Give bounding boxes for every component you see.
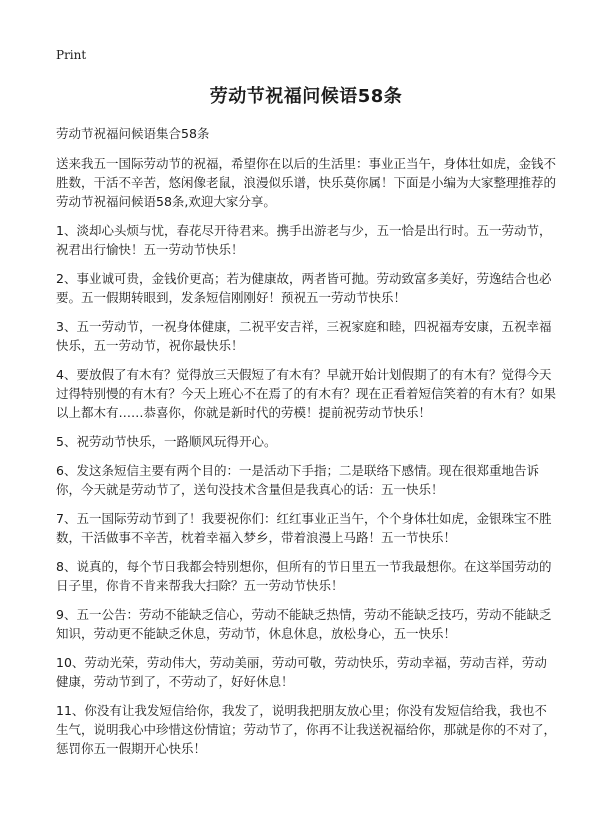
greeting-item-8: 8、说真的，每个节日我都会特别想你，但所有的节日里五一节我最想你。在这举国劳动的日子里，你肯不肯来帮我大扫除？五一劳动节快乐！ (56, 559, 552, 593)
document-subtitle: 劳动节祝福问候语集合58条 (56, 126, 210, 141)
intro-paragraph: 送来我五一国际劳动节的祝福，希望你在以后的生活里：事业正当午，身体壮如虎，金钱不胜数，干活不辛苦，悠闲像老鼠，浪漫似乐谱，快乐莫你属！下面是小编为大家整理推荐的劳动节祝福问候语58条,欢迎大家分享。 (56, 156, 557, 209)
greeting-item-6: 6、发这条短信主要有两个目的：一是活动下手指；二是联络下感情。现在很郑重地告诉你，今天就是劳动节了，送句没技术含量但是我真心的话：五一快乐！ (56, 463, 539, 497)
greeting-item-5: 5、祝劳动节快乐，一路顺风玩得开心。 (56, 434, 277, 449)
greeting-item-1: 1、淡却心头烦与忧，春花尽开待君来。携手出游老与少，五一恰是出行时。五一劳动节，祝君出行愉快！五一劳动节快乐！ (56, 223, 552, 257)
greeting-item-4: 4、要放假了有木有？觉得放三天假短了有木有？早就开始计划假期了的有木有？觉得今天过得特别慢的有木有？今天上班心不在焉了的有木有？现在正看着短信笑着的有木有？如果以上都木有……恭喜你，你就是新时代的劳模！提前祝劳动节快乐！ (56, 367, 557, 420)
greeting-item-3: 3、五一劳动节，一祝身体健康，二祝平安吉祥，三祝家庭和睦，四祝福寿安康，五祝幸福快乐，五一劳动节，祝你最快乐！ (56, 319, 552, 353)
print-link[interactable]: Print (56, 48, 87, 62)
greeting-item-9: 9、五一公告：劳动不能缺乏信心，劳动不能缺乏热情，劳动不能缺乏技巧，劳动不能缺乏知识，劳动更不能缺乏休息，劳动节，休息休息，放松身心，五一快乐！ (56, 607, 552, 641)
document-title: 劳动节祝福问候语58条 (209, 86, 403, 107)
greeting-item-2: 2、事业诚可贵，金钱价更高；若为健康故，两者皆可抛。劳动致富多美好，劳逸结合也必要。五一假期转眼到，发条短信刚刚好！预祝五一劳动节快乐！ (56, 271, 552, 305)
greeting-item-11: 11、你没有让我发短信给你，我发了，说明我把朋友放心里；你没有发短信给我，我也不生气，说明我心中珍惜这份情谊；劳动节了，你再不让我送祝福给你，那就是你的不对了，惩罚你五一假期开心快乐！ (56, 703, 557, 756)
greeting-item-10: 10、劳动光荣，劳动伟大，劳动美丽，劳动可敬，劳动快乐，劳动幸福，劳动吉祥，劳动健康，劳动节到了，不劳动了，好好休息！ (56, 655, 547, 689)
greeting-item-7: 7、五一国际劳动节到了！我要祝你们：红红事业正当午，个个身体壮如虎，金银珠宝不胜数，干活做事不辛苦，枕着幸福入梦乡，带着浪漫上马路！五一节快乐！ (56, 511, 552, 545)
